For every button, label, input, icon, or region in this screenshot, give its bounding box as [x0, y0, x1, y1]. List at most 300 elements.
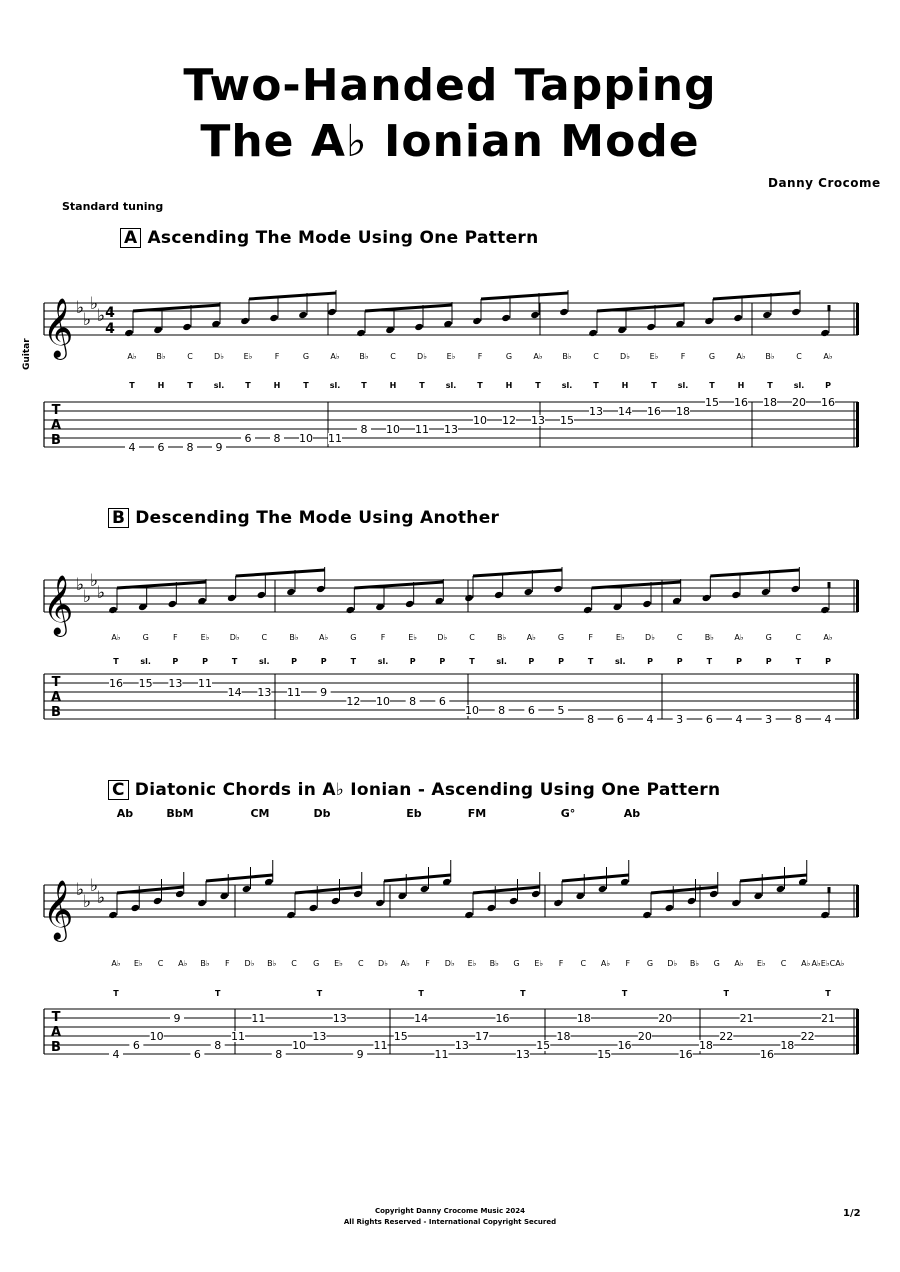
tab-fret-number: 11 [328, 432, 342, 445]
time-sig-top: 4 [105, 305, 115, 321]
note-name-label: B♭ [359, 352, 369, 361]
note-name-label: A♭ [823, 633, 833, 642]
tab-fret-number: 22 [800, 1030, 815, 1043]
tab-fret-number: 6 [705, 713, 713, 726]
note-head [731, 899, 741, 907]
tab-clef-letter: T [51, 1010, 61, 1025]
technique-mark: T [245, 381, 251, 390]
note-name-label: A♭E♭CA♭ [811, 959, 845, 968]
note-beam [133, 305, 220, 311]
note-head [761, 588, 771, 596]
note-beam [206, 875, 273, 881]
note-name-label: A♭ [734, 959, 744, 968]
flat-sign: ♭ [75, 575, 85, 595]
note-beam [384, 875, 451, 881]
tab-fret-number: 9 [215, 441, 223, 454]
note-name-label: G [313, 959, 320, 968]
technique-mark: T [520, 989, 526, 998]
technique-mark: H [273, 381, 281, 390]
note-name-label: E♭ [649, 352, 659, 361]
note-head [820, 606, 830, 614]
note-beam [295, 887, 362, 893]
section-c-letter: C [108, 780, 129, 800]
tab-fret-number: 4 [112, 1048, 120, 1061]
note-name-label: G [713, 959, 720, 968]
note-head [227, 594, 237, 602]
chord-name: CM [250, 807, 270, 820]
tab-fret-number: 8 [214, 1039, 222, 1052]
technique-mark: sl. [677, 381, 689, 390]
flat-sign: ♭ [75, 298, 85, 318]
chord-name: G° [560, 807, 576, 820]
note-name-label: G [513, 959, 520, 968]
technique-mark: P [825, 657, 831, 666]
tab-fret-number: 10 [299, 432, 313, 445]
final-thick-bar [856, 1009, 859, 1054]
tab-fret-number: 18 [698, 1039, 713, 1052]
note-name-label: A♭ [801, 959, 811, 968]
note-head [642, 600, 652, 608]
section-b-letter: B [108, 508, 129, 528]
tab-fret-number: 21 [739, 1012, 754, 1025]
note-head [375, 899, 385, 907]
page-title-line1: Two-Handed Tapping [183, 60, 717, 111]
tab-fret-number: 13 [444, 423, 458, 436]
note-name-label: C [580, 959, 587, 968]
note-head [286, 911, 296, 919]
note-name-label: A♭ [736, 352, 746, 361]
tab-fret-number: 6 [132, 1039, 140, 1052]
technique-mark: T [709, 381, 715, 390]
technique-mark: T [113, 989, 119, 998]
note-name-label: D♭ [444, 959, 455, 968]
note-name-label: G [302, 352, 310, 361]
treble-clef-icon: 𝄞 [42, 880, 74, 940]
technique-mark: sl. [793, 381, 805, 390]
technique-mark: P [676, 657, 683, 666]
tab-fret-number: 22 [719, 1030, 734, 1043]
technique-mark: T [795, 657, 802, 666]
tab-fret-number: 10 [149, 1030, 164, 1043]
note-beam [651, 887, 718, 893]
tab-clef-letter: T [51, 403, 61, 418]
tab-fret-number: 16 [821, 396, 835, 409]
tab-fret-number: 15 [560, 414, 574, 427]
tab-fret-number: 6 [616, 713, 624, 726]
technique-mark: T [587, 657, 594, 666]
technique-mark: H [505, 381, 513, 390]
tab-fret-number: 10 [473, 414, 487, 427]
note-beam [365, 305, 452, 311]
note-head [153, 897, 163, 905]
note-name-label: A♭ [319, 633, 329, 642]
chord-name: Db [313, 807, 331, 820]
note-name-label: E♭ [756, 959, 766, 968]
tab-fret-number: 4 [824, 713, 832, 726]
technique-mark: H [621, 381, 629, 390]
tab-fret-number: 14 [618, 405, 632, 418]
technique-mark: sl. [445, 381, 457, 390]
note-name-label: E♭ [408, 633, 418, 642]
note-name-label: D♭ [437, 633, 448, 642]
note-head [709, 890, 719, 898]
note-head [130, 904, 140, 912]
note-name-label: A♭ [400, 959, 410, 968]
page-number: 1/2 [843, 1208, 861, 1219]
note-head [420, 885, 430, 893]
treble-clef-icon: 𝄞 [42, 298, 74, 358]
tab-fret-number: 11 [231, 1030, 246, 1043]
section-c-title: Diatonic Chords in A♭ Ionian - Ascending Using One Pattern [134, 780, 721, 800]
page-title-line2: The A♭ Ionian Mode [200, 116, 700, 167]
tab-clef-letter: B [51, 433, 61, 448]
note-head [553, 899, 563, 907]
note-name-label: E♭ [467, 959, 477, 968]
tab-fret-number: 11 [287, 686, 301, 699]
technique-mark: T [129, 381, 135, 390]
note-head [530, 311, 540, 319]
note-beam [740, 875, 807, 881]
note-name-label: D♭ [214, 352, 224, 361]
note-name-label: A♭ [111, 959, 121, 968]
note-name-label: A♭ [823, 352, 833, 361]
technique-mark: T [477, 381, 483, 390]
instrument-label: Guitar [22, 338, 32, 370]
tab-clef-letter: B [51, 1040, 61, 1055]
tab-fret-number: 15 [536, 1039, 551, 1052]
note-head [559, 308, 569, 316]
note-head [175, 890, 185, 898]
note-head [553, 585, 563, 593]
tab-fret-number: 6 [193, 1048, 201, 1061]
tab-fret-number: 20 [637, 1030, 652, 1043]
note-name-label: F [425, 959, 430, 968]
note-name-label: D♭ [620, 352, 630, 361]
tab-fret-number: 11 [415, 423, 429, 436]
note-head [791, 585, 801, 593]
tab-fret-number: 9 [173, 1012, 181, 1025]
tab-fret-number: 13 [531, 414, 545, 427]
note-name-label: F [173, 633, 178, 642]
tuning-label: Standard tuning [62, 200, 164, 213]
note-head [414, 323, 424, 331]
rights-line: All Rights Reserved - International Copyright Secured [343, 1218, 557, 1226]
technique-mark: sl. [561, 381, 573, 390]
tab-fret-number: 8 [186, 441, 194, 454]
note-head [316, 585, 326, 593]
final-thick-bar [856, 402, 859, 447]
technique-mark: P [320, 657, 327, 666]
technique-mark: P [825, 381, 831, 390]
flat-sign: ♭ [82, 892, 92, 912]
technique-mark: P [528, 657, 535, 666]
technique-mark: T [593, 381, 599, 390]
note-name-label: G [505, 352, 513, 361]
note-head [108, 911, 118, 919]
note-name-label: E♭ [334, 959, 343, 968]
note-name-label: E♭ [446, 352, 456, 361]
note-name-label: F [380, 633, 386, 642]
section-b-title: Descending The Mode Using Another [135, 508, 500, 528]
note-name-label: E♭ [534, 959, 544, 968]
tab-fret-number: 18 [780, 1039, 795, 1052]
flat-sign: ♭ [96, 888, 106, 908]
note-name-label: B♭ [200, 959, 210, 968]
flat-sign: ♭ [96, 306, 106, 326]
tab-fret-number: 15 [597, 1048, 612, 1061]
technique-mark: P [172, 657, 179, 666]
tab-fret-number: 11 [373, 1039, 388, 1052]
note-head [588, 329, 598, 337]
final-thick-bar [856, 885, 859, 917]
tab-fret-number: 18 [556, 1030, 571, 1043]
note-head [486, 904, 496, 912]
note-name-label: A♭ [127, 352, 137, 361]
note-head [762, 311, 772, 319]
note-beam [354, 582, 443, 588]
note-head [269, 314, 279, 322]
tab-fret-number: 17 [475, 1030, 490, 1043]
note-head [646, 323, 656, 331]
tab-fret-number: 14 [414, 1012, 429, 1025]
note-name-label: G [646, 959, 654, 968]
technique-mark: H [157, 381, 165, 390]
section-a-letter: A [120, 228, 141, 248]
tab-fret-number: 13 [515, 1048, 530, 1061]
tab-fret-number: 6 [244, 432, 252, 445]
note-name-label: G [142, 633, 149, 642]
note-head [346, 606, 356, 614]
technique-mark: T [419, 381, 425, 390]
tab-clef-letter: B [51, 705, 61, 720]
technique-mark: H [389, 381, 397, 390]
tab-fret-number: 5 [557, 704, 565, 717]
tab-fret-number: 18 [676, 405, 690, 418]
technique-mark: P [736, 657, 742, 666]
technique-mark: T [651, 381, 657, 390]
tab-clef-letter: A [50, 1025, 62, 1040]
note-head [820, 329, 830, 337]
note-name-label: B♭ [689, 959, 700, 968]
technique-mark: T [723, 989, 730, 998]
composer-name: Danny Crocome [768, 176, 881, 190]
tab-fret-number: 13 [332, 1012, 347, 1025]
note-head [182, 323, 192, 331]
note-name-label: C [593, 352, 599, 361]
note-head [124, 329, 134, 337]
flat-sign: ♭ [82, 310, 92, 330]
note-head [598, 885, 608, 893]
note-name-label: B♭ [156, 352, 166, 361]
note-name-label: B♭ [704, 633, 714, 642]
tab-fret-number: 13 [454, 1039, 469, 1052]
note-name-label: G [765, 633, 772, 642]
tab-fret-number: 8 [587, 713, 595, 726]
technique-mark: T [621, 989, 628, 998]
note-name-label: C [469, 633, 475, 642]
tab-fret-number: 14 [227, 686, 242, 699]
note-head [687, 897, 697, 905]
note-name-label: A♭ [734, 633, 744, 642]
note-head [405, 600, 415, 608]
tab-fret-number: 15 [138, 677, 153, 690]
tab-clef-letter: A [50, 418, 62, 433]
note-head [702, 594, 712, 602]
technique-mark: sl. [377, 657, 389, 666]
technique-mark: P [291, 657, 297, 666]
tab-fret-number: 13 [257, 686, 272, 699]
note-beam [710, 570, 799, 576]
copyright-line: Copyright Danny Crocome Music 2024 [374, 1207, 526, 1215]
tab-fret-number: 12 [502, 414, 516, 427]
note-beam [592, 582, 681, 588]
note-head [733, 314, 743, 322]
technique-mark: P [765, 657, 772, 666]
technique-mark: T [231, 657, 238, 666]
flat-sign: ♭ [75, 880, 85, 900]
tab-fret-number: 10 [386, 423, 400, 436]
note-head [820, 911, 830, 919]
tab-fret-number: 18 [576, 1012, 591, 1025]
technique-mark: T [316, 989, 323, 998]
note-head [240, 317, 250, 325]
note-head [257, 591, 267, 599]
note-name-label: F [680, 352, 686, 361]
note-name-label: E♭ [200, 633, 210, 642]
note-head [664, 904, 674, 912]
note-beam [713, 293, 800, 299]
tab-fret-number: 8 [275, 1048, 283, 1061]
note-name-label: G [708, 352, 716, 361]
tab-fret-number: 11 [198, 677, 212, 690]
note-name-label: E♭ [243, 352, 253, 361]
note-name-label: B♭ [489, 959, 499, 968]
note-name-label: C [187, 352, 193, 361]
technique-mark: sl. [213, 381, 225, 390]
note-name-label: A♭ [111, 633, 121, 642]
note-beam [473, 570, 562, 576]
note-name-label: C [780, 959, 787, 968]
note-name-label: E♭ [615, 633, 625, 642]
tab-fret-number: 16 [678, 1048, 693, 1061]
note-name-label: A♭ [526, 633, 536, 642]
tab-fret-number: 16 [647, 405, 661, 418]
tab-fret-number: 8 [273, 432, 281, 445]
technique-mark: T [350, 657, 357, 666]
note-name-label: B♭ [765, 352, 775, 361]
note-beam [597, 305, 684, 311]
note-head [168, 600, 178, 608]
note-head [327, 308, 337, 316]
tab-fret-number: 8 [409, 695, 417, 708]
final-thick-bar [856, 303, 859, 335]
tab-fret-number: 6 [438, 695, 446, 708]
note-beam [249, 293, 336, 299]
tab-clef-letter: A [50, 690, 62, 705]
tab-fret-number: 18 [763, 396, 777, 409]
tab-fret-number: 4 [646, 713, 654, 726]
note-beam [473, 887, 540, 893]
note-head [642, 911, 652, 919]
note-name-label: C [676, 633, 683, 642]
note-head [331, 897, 341, 905]
technique-mark: T [418, 989, 424, 998]
note-name-label: F [274, 352, 280, 361]
note-name-label: C [291, 959, 297, 968]
technique-mark: P [409, 657, 416, 666]
note-head [776, 885, 786, 893]
technique-mark: T [825, 989, 831, 998]
note-head [108, 606, 118, 614]
note-name-label: D♭ [417, 352, 427, 361]
note-name-label: D♭ [378, 959, 388, 968]
technique-mark: T [214, 989, 221, 998]
technique-mark: P [202, 657, 208, 666]
note-name-label: A♭ [533, 352, 543, 361]
note-head [731, 591, 741, 599]
tab-fret-number: 8 [360, 423, 368, 436]
note-name-label: A♭ [178, 959, 188, 968]
tab-fret-number: 16 [109, 677, 123, 690]
technique-mark: T [187, 381, 193, 390]
tab-fret-number: 16 [734, 396, 748, 409]
treble-clef-icon: 𝄞 [42, 575, 74, 635]
note-head [242, 885, 252, 893]
tab-fret-number: 4 [735, 713, 743, 726]
note-beam [117, 582, 206, 588]
tab-fret-number: 16 [617, 1039, 632, 1052]
technique-mark: H [737, 381, 745, 390]
section-a-title: Ascending The Mode Using One Pattern [147, 228, 539, 248]
tab-clef-letter: T [51, 675, 61, 690]
technique-mark: T [767, 381, 773, 390]
note-name-label: D♭ [229, 633, 240, 642]
note-name-label: B♭ [497, 633, 507, 642]
flat-sign: ♭ [82, 587, 92, 607]
tab-fret-number: 8 [498, 704, 506, 717]
technique-mark: sl. [329, 381, 341, 390]
chord-name: Ab [623, 807, 641, 820]
note-name-label: C [795, 633, 802, 642]
technique-mark: T [113, 657, 119, 666]
chord-name: Eb [406, 807, 422, 820]
technique-mark: T [361, 381, 367, 390]
note-name-label: F [588, 633, 593, 642]
note-name-label: E♭ [133, 959, 143, 968]
tab-fret-number: 6 [527, 704, 535, 717]
flat-sign: ♭ [96, 583, 106, 603]
chord-name: Ab [116, 807, 134, 820]
note-head [298, 311, 308, 319]
time-sig-bottom: 4 [105, 321, 115, 337]
technique-mark: sl. [259, 657, 270, 666]
note-name-label: A♭ [600, 959, 611, 968]
technique-mark: P [647, 657, 653, 666]
note-head [353, 890, 363, 898]
note-name-label: D♭ [244, 959, 255, 968]
tab-fret-number: 9 [356, 1048, 364, 1061]
tab-fret-number: 16 [759, 1048, 774, 1061]
technique-mark: sl. [496, 657, 507, 666]
tab-fret-number: 11 [251, 1012, 266, 1025]
note-head [197, 899, 207, 907]
note-name-label: B♭ [289, 633, 299, 642]
tab-fret-number: 6 [157, 441, 165, 454]
tab-fret-number: 8 [794, 713, 802, 726]
technique-mark: T [469, 657, 475, 666]
tab-fret-number: 20 [792, 396, 806, 409]
note-beam [236, 570, 325, 576]
